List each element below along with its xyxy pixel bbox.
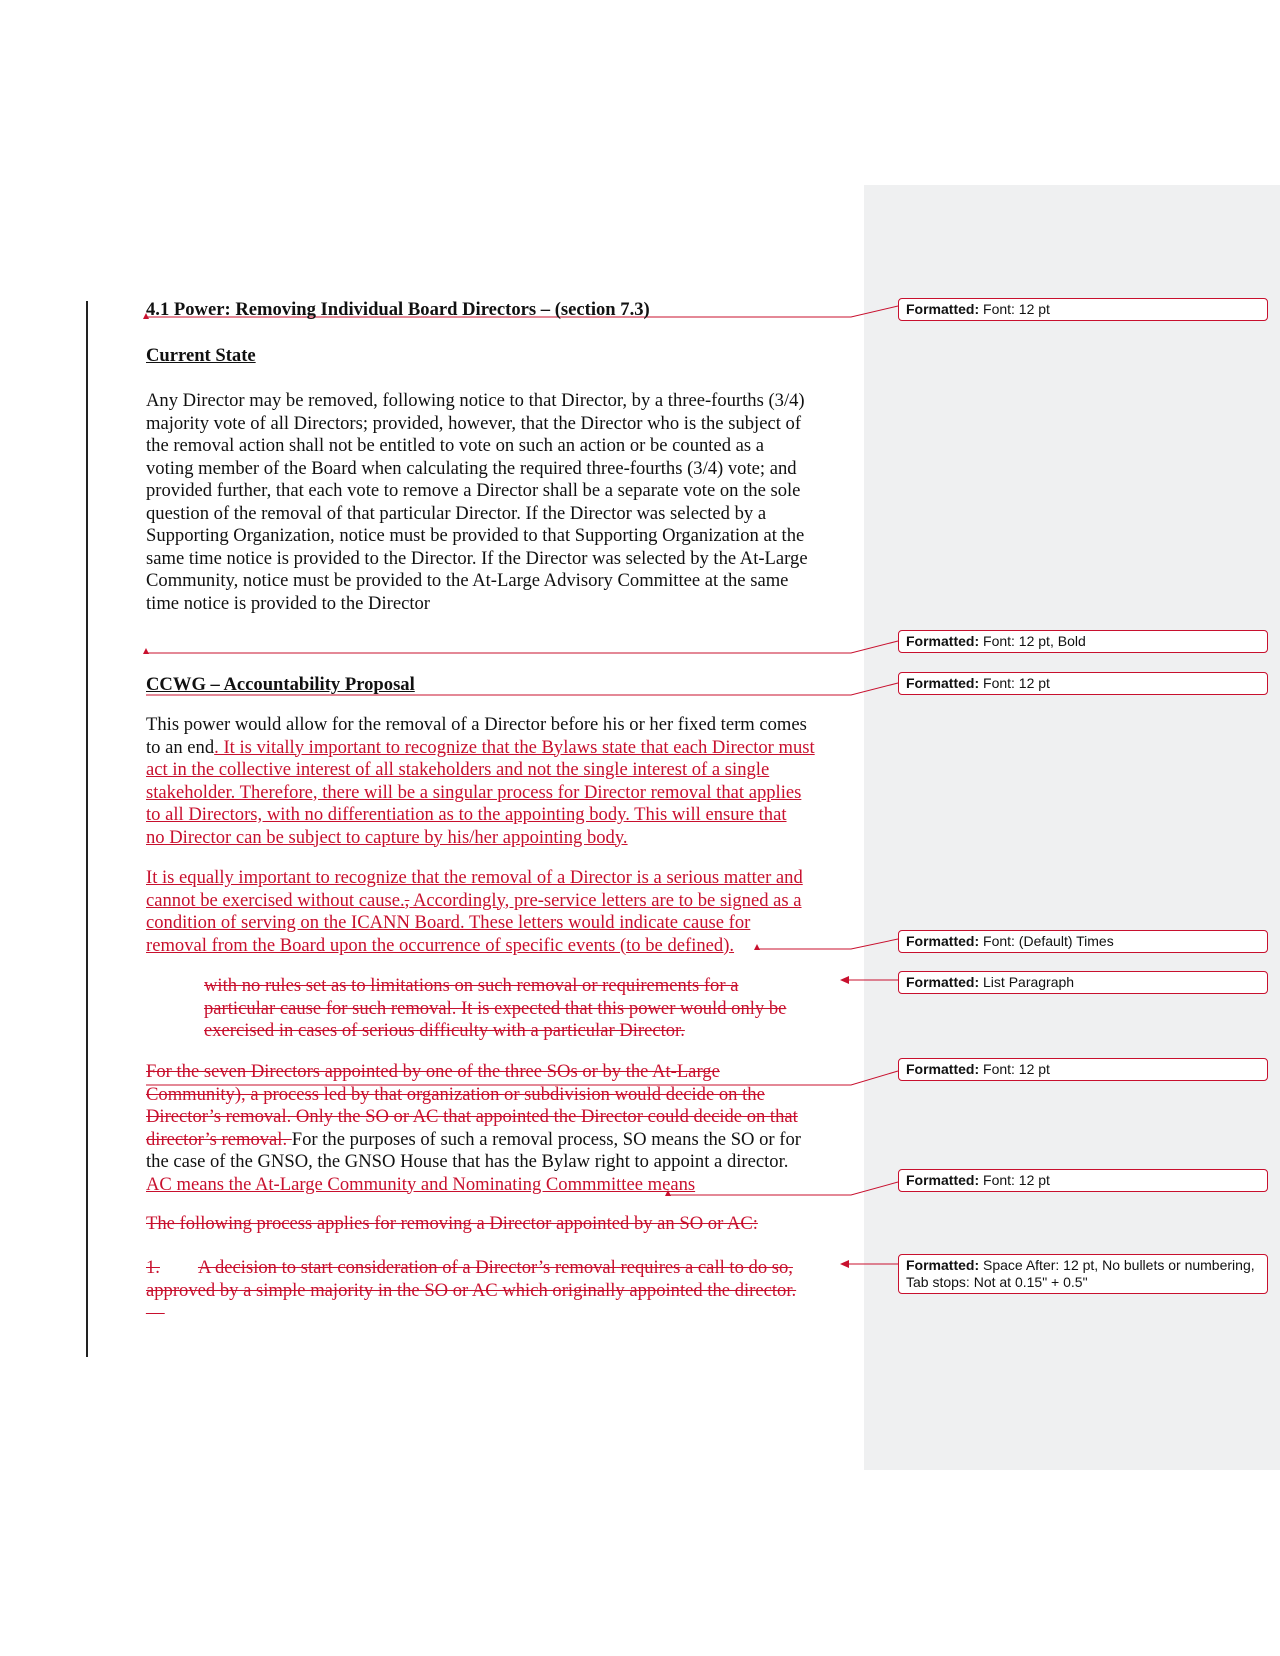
- section-heading: [146, 299, 851, 322]
- proposal-paragraph-4: [146, 1061, 851, 1196]
- inserted-line: removal from the Board upon the occurrence of specific events (to be defined).: [146, 934, 735, 956]
- deleted-line: [146, 1257, 851, 1280]
- text-line: [146, 1129, 851, 1152]
- deleted-line: approved by a simple majority in the SO or AC which originally appointed the director.: [146, 1279, 797, 1301]
- comment-balloon-3[interactable]: [898, 672, 1268, 695]
- deleted-line: The following process applies for removing a Director appointed by an SO or AC:: [146, 1213, 758, 1234]
- plain-text: to an end: [146, 736, 215, 758]
- text-line: question of the removal of that particular Director. If the Director was selected by a: [146, 502, 767, 524]
- current-state-heading: Current State: [146, 345, 256, 366]
- deleted-list-item-1: [146, 1257, 851, 1325]
- comment-balloon-2[interactable]: [898, 630, 1268, 653]
- text-line: time notice is provided to the Director: [146, 592, 430, 614]
- plain-text: For the purposes of such a removal process, SO means the SO or for: [291, 1128, 801, 1150]
- comment-text: Font: 12 pt: [979, 675, 1050, 691]
- inserted-text: Accordingly, pre-service letters are to be signed as a: [409, 889, 802, 911]
- inserted-line: to all Directors, with no differentiation as to the appointing body. This will ensure that: [146, 804, 787, 825]
- deleted-list-paragraph: [204, 975, 909, 1043]
- proposal-paragraph-2: [146, 867, 851, 957]
- deleted-text: director’s removal.: [146, 1128, 292, 1150]
- inserted-line: AC means the At-Large Community and Nominating Commmittee means: [146, 1173, 696, 1195]
- comment-text: Font: (Default) Times: [979, 933, 1114, 949]
- proposal-heading: CCWG – Accountability Proposal: [146, 674, 415, 695]
- text-line: provided further, that each vote to remove a Director shall be a separate vote on the sole: [146, 480, 801, 501]
- deleted-line: Director’s removal. Only the SO or AC that appointed the Director could decide on that: [146, 1106, 798, 1127]
- comment-balloon-4[interactable]: [898, 930, 1268, 953]
- text-line: [146, 890, 851, 913]
- comment-anchor-4: [754, 944, 760, 950]
- comment-label: Formatted:: [906, 933, 980, 949]
- deleted-process-intro: [146, 1213, 851, 1236]
- deleted-line: particular cause for such removal. It is expected that this power would only be: [204, 997, 787, 1019]
- proposal-paragraph-1: [146, 714, 851, 849]
- comment-label: Formatted:: [906, 1257, 980, 1273]
- deleted-line: exercised in cases of serious difficulty with a particular Director.: [204, 1020, 685, 1041]
- inserted-line: It is equally important to recognize that the removal of a Director is a serious matter and: [146, 867, 803, 888]
- inserted-line: act in the collective interest of all stakeholders and not the single interest of a single: [146, 759, 770, 780]
- proposal-heading-block: [146, 674, 851, 697]
- comment-label: Formatted:: [906, 1172, 980, 1188]
- comment-label: Formatted:: [906, 301, 980, 317]
- change-bar: [86, 301, 88, 1357]
- list-item-text: A decision to start consideration of a Director’s removal requires a call to do so,: [197, 1257, 793, 1278]
- text-line: voting member of the Board when calculating the required three-fourths (3/4) vote; and: [146, 457, 797, 479]
- comment-text: Space After: 12 pt, No bullets or numbering, Tab stops: Not at 0.15" + 0.5": [906, 1257, 1255, 1290]
- comment-balloon-6[interactable]: [898, 1058, 1268, 1081]
- current-state-paragraph: [146, 390, 851, 615]
- text-line: same time notice is provided to the Director. If the Director was selected by the At-Large: [146, 547, 808, 569]
- text-line: Supporting Organization, notice must be provided to that Supporting Organization at the: [146, 525, 805, 546]
- deleted-text: ,: [404, 889, 410, 911]
- comment-label: Formatted:: [906, 1061, 980, 1077]
- comment-text: Font: 12 pt: [979, 301, 1050, 317]
- comment-text: Font: 12 pt, Bold: [979, 633, 1086, 649]
- comment-label: Formatted:: [906, 675, 980, 691]
- comment-anchor-7: [665, 1190, 671, 1196]
- text-line: [146, 737, 851, 760]
- inserted-line: stakeholder. Therefore, there will be a singular process for Director removal that applies: [146, 781, 802, 803]
- comment-text: Font: 12 pt: [979, 1172, 1050, 1188]
- comment-text: Font: 12 pt: [979, 1061, 1050, 1077]
- text-line: Any Director may be removed, following notice to that Director, by a three-fourths (3/4): [146, 390, 805, 411]
- deleted-line: For the seven Directors appointed by one of the three SOs or by the At-Large: [146, 1061, 720, 1082]
- comment-balloon-1[interactable]: [898, 298, 1268, 321]
- comment-balloon-7[interactable]: [898, 1169, 1268, 1192]
- current-state-heading-block: [146, 345, 851, 368]
- inserted-text: . It is vitally important to recognize that the Bylaws state that each Director must: [214, 736, 815, 758]
- comment-text: List Paragraph: [979, 974, 1075, 990]
- inserted-line: no Director can be subject to capture by his/her appointing body.: [146, 826, 628, 848]
- deleted-trailing-mark: —: [146, 1302, 165, 1323]
- text-line: Community, notice must be provided to the At-Large Advisory Committee at the same: [146, 570, 789, 591]
- comment-anchor-1: [143, 313, 149, 319]
- text-line: the removal action shall not be entitled to vote on such an action or be counted as a: [146, 435, 765, 456]
- list-number: 1.: [146, 1257, 160, 1278]
- comment-balloon-5[interactable]: [898, 971, 1268, 994]
- inserted-line: condition of serving on the ICANN Board. These letters would indicate cause for: [146, 912, 751, 933]
- deleted-line: Community), a process led by that organization or subdivision would decide on the: [146, 1083, 765, 1105]
- inserted-text: cannot be exercised without cause.: [146, 889, 405, 911]
- comment-anchor-2: [143, 648, 149, 654]
- text-line: the case of the GNSO, the GNSO House that has the Bylaw right to appoint a director.: [146, 1151, 789, 1172]
- text-line: This power would allow for the removal of a Director before his or her fixed term comes: [146, 714, 807, 735]
- leader-line-2: [146, 641, 898, 653]
- text-line: majority vote of all Directors; provided, however, that the Director who is the subject of: [146, 412, 802, 434]
- deleted-line: with no rules set as to limitations on such removal or requirements for a: [204, 975, 739, 996]
- section-title: 4.1 Power: Removing Individual Board Directors – (section 7.3): [146, 299, 650, 320]
- comment-label: Formatted:: [906, 633, 980, 649]
- comment-balloon-8[interactable]: [898, 1254, 1268, 1294]
- comment-label: Formatted:: [906, 974, 980, 990]
